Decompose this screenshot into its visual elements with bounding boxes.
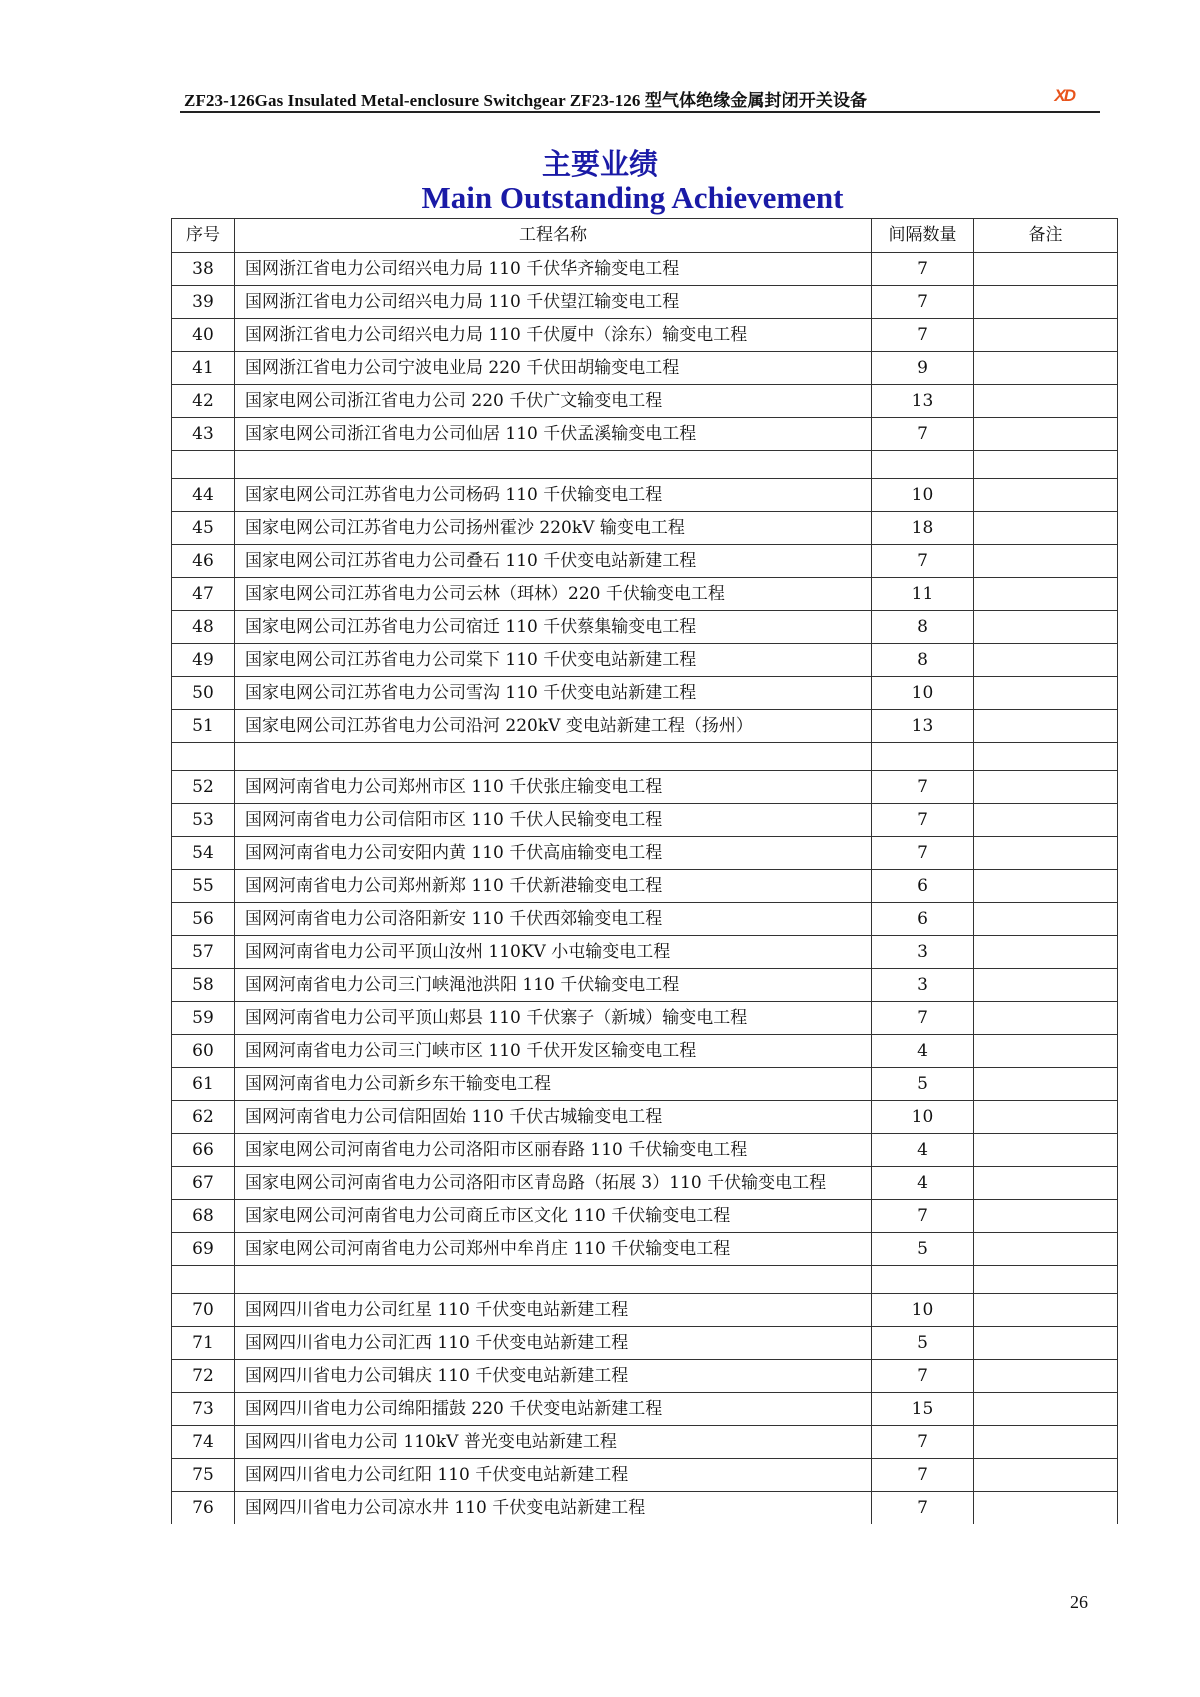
remark-cell bbox=[974, 418, 1118, 451]
bay-count-cell: 10 bbox=[872, 1101, 974, 1134]
row-number-cell bbox=[172, 743, 235, 771]
row-number-cell: 74 bbox=[172, 1426, 235, 1459]
table-row bbox=[172, 870, 1118, 903]
row-number-cell: 57 bbox=[172, 936, 235, 969]
remark-cell bbox=[974, 1134, 1118, 1167]
table-row bbox=[172, 1294, 1118, 1327]
bay-count-cell: 7 bbox=[872, 253, 974, 286]
row-number-cell: 54 bbox=[172, 837, 235, 870]
bay-count-cell: 5 bbox=[872, 1068, 974, 1101]
bay-count-cell: 7 bbox=[872, 771, 974, 804]
row-number-cell: 46 bbox=[172, 545, 235, 578]
remark-cell bbox=[974, 1167, 1118, 1200]
table-row bbox=[172, 545, 1118, 578]
table-row bbox=[172, 1459, 1118, 1492]
table-spacer-row bbox=[172, 743, 1118, 771]
remark-cell bbox=[974, 677, 1118, 710]
project-name-cell bbox=[235, 451, 872, 479]
table-row bbox=[172, 1101, 1118, 1134]
table-row bbox=[172, 1360, 1118, 1393]
project-name-cell: 国网河南省电力公司郑州市区 110 千伏张庄输变电工程 bbox=[235, 771, 872, 804]
row-number-cell: 70 bbox=[172, 1294, 235, 1327]
project-name-cell: 国网河南省电力公司三门峡渑池洪阳 110 千伏输变电工程 bbox=[235, 969, 872, 1002]
project-name-cell bbox=[235, 1266, 872, 1294]
table-row bbox=[172, 1068, 1118, 1101]
bay-count-cell: 7 bbox=[872, 1459, 974, 1492]
bay-count-cell: 4 bbox=[872, 1134, 974, 1167]
project-name-cell: 国网四川省电力公司凉水井 110 千伏变电站新建工程 bbox=[235, 1492, 872, 1525]
remark-cell bbox=[974, 1459, 1118, 1492]
bay-count-cell: 18 bbox=[872, 512, 974, 545]
bay-count-cell: 7 bbox=[872, 1426, 974, 1459]
remark-cell bbox=[974, 771, 1118, 804]
table-row bbox=[172, 677, 1118, 710]
project-name-cell: 国网四川省电力公司红阳 110 千伏变电站新建工程 bbox=[235, 1459, 872, 1492]
row-number-cell: 69 bbox=[172, 1233, 235, 1266]
title-english: Main Outstanding Achievement bbox=[421, 180, 844, 215]
bay-count-cell: 15 bbox=[872, 1393, 974, 1426]
table-row bbox=[172, 1002, 1118, 1035]
remark-cell bbox=[974, 837, 1118, 870]
project-name-cell: 国网河南省电力公司新乡东干输变电工程 bbox=[235, 1068, 872, 1101]
row-number-cell: 62 bbox=[172, 1101, 235, 1134]
remark-cell bbox=[974, 545, 1118, 578]
bay-count-cell: 6 bbox=[872, 903, 974, 936]
row-number-cell: 41 bbox=[172, 352, 235, 385]
bay-count-cell: 10 bbox=[872, 677, 974, 710]
bay-count-cell: 11 bbox=[872, 578, 974, 611]
remark-cell bbox=[974, 1426, 1118, 1459]
column-header-note: 备注 bbox=[974, 219, 1118, 253]
header-divider bbox=[180, 111, 1100, 113]
table-row bbox=[172, 1492, 1118, 1525]
project-name-cell: 国网四川省电力公司红星 110 千伏变电站新建工程 bbox=[235, 1294, 872, 1327]
row-number-cell: 68 bbox=[172, 1200, 235, 1233]
row-number-cell: 53 bbox=[172, 804, 235, 837]
project-name-cell: 国家电网公司河南省电力公司郑州中牟肖庄 110 千伏输变电工程 bbox=[235, 1233, 872, 1266]
project-name-cell: 国网河南省电力公司安阳内黄 110 千伏高庙输变电工程 bbox=[235, 837, 872, 870]
project-name-cell: 国网河南省电力公司信阳固始 110 千伏古城输变电工程 bbox=[235, 1101, 872, 1134]
table-row bbox=[172, 512, 1118, 545]
remark-cell bbox=[974, 903, 1118, 936]
bay-count-cell: 8 bbox=[872, 611, 974, 644]
project-name-cell: 国网河南省电力公司郑州新郑 110 千伏新港输变电工程 bbox=[235, 870, 872, 903]
table-row bbox=[172, 903, 1118, 936]
remark-cell bbox=[974, 870, 1118, 903]
remark-cell bbox=[974, 644, 1118, 677]
project-name-cell: 国网浙江省电力公司绍兴电力局 110 千伏华齐输变电工程 bbox=[235, 253, 872, 286]
row-number-cell: 73 bbox=[172, 1393, 235, 1426]
bay-count-cell bbox=[872, 743, 974, 771]
table-row bbox=[172, 352, 1118, 385]
bay-count-cell: 5 bbox=[872, 1327, 974, 1360]
remark-cell bbox=[974, 1002, 1118, 1035]
project-name-cell: 国网四川省电力公司辑庆 110 千伏变电站新建工程 bbox=[235, 1360, 872, 1393]
table-header-row bbox=[172, 219, 1118, 253]
table-row bbox=[172, 1200, 1118, 1233]
column-header-no: 序号 bbox=[172, 219, 235, 253]
bay-count-cell: 3 bbox=[872, 969, 974, 1002]
bay-count-cell: 7 bbox=[872, 1002, 974, 1035]
table-spacer-row bbox=[172, 1266, 1118, 1294]
table-row bbox=[172, 771, 1118, 804]
project-name-cell: 国家电网公司江苏省电力公司云林（珥林）220 千伏输变电工程 bbox=[235, 578, 872, 611]
bay-count-cell: 6 bbox=[872, 870, 974, 903]
remark-cell bbox=[974, 804, 1118, 837]
row-number-cell: 38 bbox=[172, 253, 235, 286]
row-number-cell bbox=[172, 451, 235, 479]
project-name-cell: 国家电网公司河南省电力公司洛阳市区青岛路（拓展 3）110 千伏输变电工程 bbox=[235, 1167, 872, 1200]
remark-cell bbox=[974, 286, 1118, 319]
row-number-cell: 40 bbox=[172, 319, 235, 352]
table-row bbox=[172, 804, 1118, 837]
project-name-cell: 国家电网公司江苏省电力公司叠石 110 千伏变电站新建工程 bbox=[235, 545, 872, 578]
table-spacer-row bbox=[172, 451, 1118, 479]
row-number-cell: 43 bbox=[172, 418, 235, 451]
row-number-cell: 56 bbox=[172, 903, 235, 936]
remark-cell bbox=[974, 1492, 1118, 1525]
row-number-cell: 75 bbox=[172, 1459, 235, 1492]
remark-cell bbox=[974, 352, 1118, 385]
table-row bbox=[172, 837, 1118, 870]
remark-cell bbox=[974, 1233, 1118, 1266]
remark-cell bbox=[974, 1327, 1118, 1360]
achievement-table bbox=[171, 218, 1118, 1524]
bay-count-cell: 7 bbox=[872, 545, 974, 578]
project-name-cell: 国网四川省电力公司 110kV 普光变电站新建工程 bbox=[235, 1426, 872, 1459]
project-name-cell: 国网浙江省电力公司绍兴电力局 110 千伏望江输变电工程 bbox=[235, 286, 872, 319]
project-name-cell bbox=[235, 743, 872, 771]
remark-cell bbox=[974, 578, 1118, 611]
bay-count-cell: 5 bbox=[872, 1233, 974, 1266]
table-row bbox=[172, 1327, 1118, 1360]
column-header-count: 间隔数量 bbox=[872, 219, 974, 253]
project-name-cell: 国网浙江省电力公司绍兴电力局 110 千伏厦中（涂东）输变电工程 bbox=[235, 319, 872, 352]
bay-count-cell: 7 bbox=[872, 319, 974, 352]
row-number-cell: 47 bbox=[172, 578, 235, 611]
table-row bbox=[172, 418, 1118, 451]
row-number-cell: 39 bbox=[172, 286, 235, 319]
project-name-cell: 国网河南省电力公司平顶山汝州 110KV 小屯输变电工程 bbox=[235, 936, 872, 969]
title-chinese: 主要业绩 bbox=[541, 147, 658, 181]
bay-count-cell: 8 bbox=[872, 644, 974, 677]
project-name-cell: 国网河南省电力公司平顶山郏县 110 千伏寨子（新城）输变电工程 bbox=[235, 1002, 872, 1035]
row-number-cell: 44 bbox=[172, 479, 235, 512]
remark-cell bbox=[974, 710, 1118, 743]
project-name-cell: 国网河南省电力公司三门峡市区 110 千伏开发区输变电工程 bbox=[235, 1035, 872, 1068]
row-number-cell: 60 bbox=[172, 1035, 235, 1068]
remark-cell bbox=[974, 253, 1118, 286]
row-number-cell: 67 bbox=[172, 1167, 235, 1200]
remark-cell bbox=[974, 1294, 1118, 1327]
row-number-cell: 66 bbox=[172, 1134, 235, 1167]
bay-count-cell: 3 bbox=[872, 936, 974, 969]
header-title: ZF23-126Gas Insulated Metal-enclosure Switchgear ZF23-126 型气体绝缘金属封闭开关设备 bbox=[184, 91, 868, 110]
project-name-cell: 国网河南省电力公司洛阳新安 110 千伏西郊输变电工程 bbox=[235, 903, 872, 936]
project-name-cell: 国家电网公司浙江省电力公司仙居 110 千伏孟溪输变电工程 bbox=[235, 418, 872, 451]
row-number-cell: 51 bbox=[172, 710, 235, 743]
row-number-cell: 42 bbox=[172, 385, 235, 418]
remark-cell bbox=[974, 611, 1118, 644]
row-number-cell: 59 bbox=[172, 1002, 235, 1035]
project-name-cell: 国家电网公司江苏省电力公司扬州霍沙 220kV 输变电工程 bbox=[235, 512, 872, 545]
bay-count-cell: 7 bbox=[872, 804, 974, 837]
bay-count-cell: 13 bbox=[872, 710, 974, 743]
table-row bbox=[172, 969, 1118, 1002]
remark-cell bbox=[974, 1393, 1118, 1426]
row-number-cell: 71 bbox=[172, 1327, 235, 1360]
row-number-cell: 50 bbox=[172, 677, 235, 710]
table-row bbox=[172, 1035, 1118, 1068]
remark-cell bbox=[974, 512, 1118, 545]
table-row bbox=[172, 710, 1118, 743]
bay-count-cell: 13 bbox=[872, 385, 974, 418]
table-row bbox=[172, 936, 1118, 969]
project-name-cell: 国网四川省电力公司汇西 110 千伏变电站新建工程 bbox=[235, 1327, 872, 1360]
table-row bbox=[172, 1426, 1118, 1459]
bay-count-cell: 7 bbox=[872, 418, 974, 451]
table-body bbox=[172, 253, 1118, 1525]
table-row bbox=[172, 253, 1118, 286]
bay-count-cell: 10 bbox=[872, 1294, 974, 1327]
row-number-cell: 55 bbox=[172, 870, 235, 903]
remark-cell bbox=[974, 479, 1118, 512]
table-row bbox=[172, 1393, 1118, 1426]
remark-cell bbox=[974, 969, 1118, 1002]
table-row bbox=[172, 578, 1118, 611]
bay-count-cell: 7 bbox=[872, 837, 974, 870]
bay-count-cell: 10 bbox=[872, 479, 974, 512]
table-row bbox=[172, 611, 1118, 644]
bay-count-cell bbox=[872, 451, 974, 479]
company-logo: XD bbox=[1054, 86, 1074, 105]
row-number-cell: 61 bbox=[172, 1068, 235, 1101]
page-number: 26 bbox=[1070, 1592, 1088, 1612]
remark-cell bbox=[974, 1101, 1118, 1134]
project-name-cell: 国家电网公司江苏省电力公司棠下 110 千伏变电站新建工程 bbox=[235, 644, 872, 677]
table-row bbox=[172, 286, 1118, 319]
remark-cell bbox=[974, 1068, 1118, 1101]
project-name-cell: 国家电网公司河南省电力公司商丘市区文化 110 千伏输变电工程 bbox=[235, 1200, 872, 1233]
remark-cell bbox=[974, 385, 1118, 418]
table-row bbox=[172, 479, 1118, 512]
page-header bbox=[180, 86, 1100, 112]
project-name-cell: 国家电网公司江苏省电力公司雪沟 110 千伏变电站新建工程 bbox=[235, 677, 872, 710]
bay-count-cell: 9 bbox=[872, 352, 974, 385]
table-row bbox=[172, 644, 1118, 677]
row-number-cell: 45 bbox=[172, 512, 235, 545]
bay-count-cell: 7 bbox=[872, 286, 974, 319]
column-header-project: 工程名称 bbox=[235, 219, 872, 253]
row-number-cell: 48 bbox=[172, 611, 235, 644]
row-number-cell: 52 bbox=[172, 771, 235, 804]
project-name-cell: 国家电网公司江苏省电力公司宿迁 110 千伏蔡集输变电工程 bbox=[235, 611, 872, 644]
table-row bbox=[172, 385, 1118, 418]
row-number-cell: 58 bbox=[172, 969, 235, 1002]
remark-cell bbox=[974, 1266, 1118, 1294]
project-name-cell: 国家电网公司江苏省电力公司杨码 110 千伏输变电工程 bbox=[235, 479, 872, 512]
project-name-cell: 国网河南省电力公司信阳市区 110 千伏人民输变电工程 bbox=[235, 804, 872, 837]
remark-cell bbox=[974, 936, 1118, 969]
project-name-cell: 国网四川省电力公司绵阳擂鼓 220 千伏变电站新建工程 bbox=[235, 1393, 872, 1426]
remark-cell bbox=[974, 451, 1118, 479]
row-number-cell: 49 bbox=[172, 644, 235, 677]
bay-count-cell bbox=[872, 1266, 974, 1294]
remark-cell bbox=[974, 1200, 1118, 1233]
bay-count-cell: 7 bbox=[872, 1492, 974, 1525]
remark-cell bbox=[974, 1360, 1118, 1393]
project-name-cell: 国家电网公司河南省电力公司洛阳市区丽春路 110 千伏输变电工程 bbox=[235, 1134, 872, 1167]
bay-count-cell: 7 bbox=[872, 1200, 974, 1233]
remark-cell bbox=[974, 319, 1118, 352]
table-row bbox=[172, 1134, 1118, 1167]
bay-count-cell: 4 bbox=[872, 1035, 974, 1068]
project-name-cell: 国网浙江省电力公司宁波电业局 220 千伏田胡输变电工程 bbox=[235, 352, 872, 385]
row-number-cell: 76 bbox=[172, 1492, 235, 1525]
table-row bbox=[172, 1167, 1118, 1200]
table-row bbox=[172, 319, 1118, 352]
remark-cell bbox=[974, 1035, 1118, 1068]
row-number-cell bbox=[172, 1266, 235, 1294]
remark-cell bbox=[974, 743, 1118, 771]
bay-count-cell: 7 bbox=[872, 1360, 974, 1393]
row-number-cell: 72 bbox=[172, 1360, 235, 1393]
bay-count-cell: 4 bbox=[872, 1167, 974, 1200]
project-name-cell: 国家电网公司江苏省电力公司沿河 220kV 变电站新建工程（扬州） bbox=[235, 710, 872, 743]
project-name-cell: 国家电网公司浙江省电力公司 220 千伏广文输变电工程 bbox=[235, 385, 872, 418]
table-row bbox=[172, 1233, 1118, 1266]
